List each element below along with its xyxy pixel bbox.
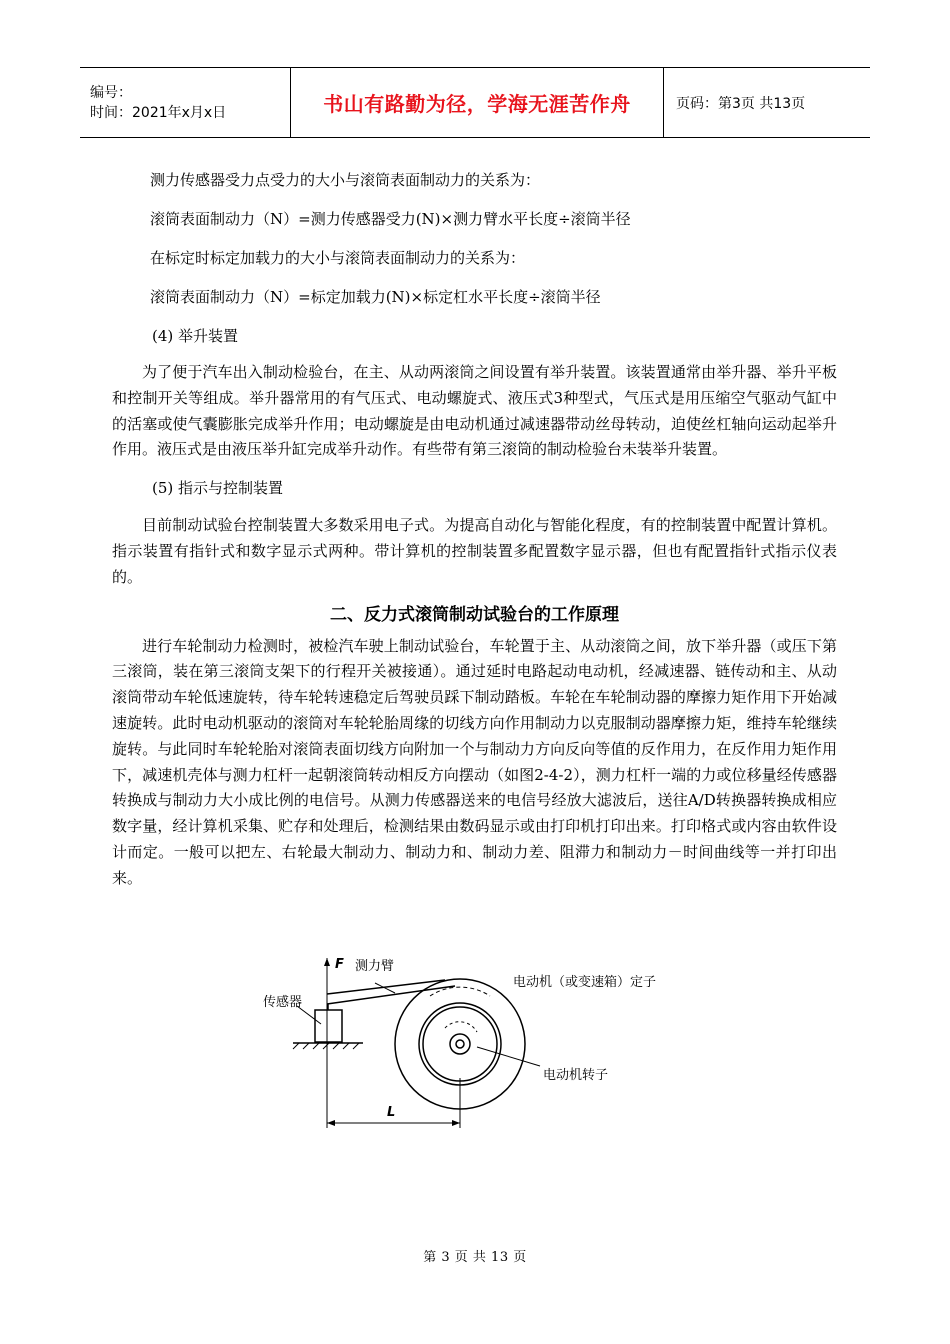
dimension-arrow-left [327,1120,335,1126]
time-label: 时间：2021年x月x日 [90,104,227,121]
subheading: (5) 指示与控制装置 [152,479,284,498]
dimension-arrow-right [452,1120,460,1126]
sensor-label: 传感器 [263,995,303,1010]
rotor-label: 电动机转子 [543,1068,609,1083]
formula: 滚筒表面制动力（N）=测力传感器受力(N)×测力臂水平长度÷滚筒半径 [150,210,631,228]
force-arrow [324,958,330,966]
page-header [80,67,870,138]
paragraph: 目前制动试验台控制装置大多数采用电子式。为提高自动化与智能化程度，有的控制装置中配置计算机。指示装置有指针式和数字显示式两种。带计算机的控制装置多配置数字显示器，但也有配置指针式指示仪表的。 [112,516,837,586]
rotor-outer-circle [419,1003,501,1085]
paragraph: 测力传感器受力点受力的大小与滚筒表面制动力的关系为： [150,171,541,189]
hub-circle [450,1034,470,1054]
paragraph: 为了便于汽车出入制动检验台，在主、从动两滚筒之间设置有举升装置。该装置通常由举升器、举升平板和控制开关等组成。举升器常用的有气压式、电动螺旋式、液压式3种型式，气压式是用压缩空气驱动气缸中的活塞或使气囊膨胀完成举升作用；电动螺旋是由电动机通过减速器带动丝母转动，迫使丝杠轴向运动起举升作用。液压式是由液压举升缸完成举升动作。有些带有第三滚筒的制动检验台未装举升装置。 [112,363,837,459]
page-footer: 第 3 页 共 13 页 [423,1250,527,1265]
force-label: F [335,957,344,972]
number-label: 编号： [90,84,132,101]
rotor-rotation-arrow [445,1022,477,1032]
length-label: L [387,1105,396,1120]
arm-line-bottom [327,986,455,1004]
header-right-cell [664,68,870,137]
arm-label: 测力臂 [355,959,395,974]
paragraph: 进行车轮制动力检测时，被检汽车驶上制动试验台，车轮置于主、从动滚筒之间，放下举升器（或压下第三滚筒，装在第三滚筒支架下的行程开关被接通）。通过延时电路起动电动机，经减速器、链传动和主、从动滚筒带动车轮低速旋转，待车轮转速稳定后驾驶员踩下制动踏板。车轮在车轮制动器的摩擦力矩作用下开始减速旋转。此时电动机驱动的滚筒对车轮轮胎周缘的切线方向作用制动力以克服制动器摩擦力矩，维持车轮继续旋转。与此同时车轮轮胎对滚筒表面切线方向附加一个与制动力方向反向等值的反作用力，在反作用力矩作用下，减速机壳体与测力杠杆一起朝滚筒转动相反方向摆动（如图2-4-2），测力杠杆一端的力或位移量经传感器转换成与制动力大小成比例的电信号。从测力传感器送来的电信号经放大滤波后，送往A/D转换器转换成相应数字量，经计算机采集、贮存和处理后，检测结果由数码显示或由打印机打印出来。打印格式或内容由软件设计而定。一般可以把左、右轮最大制动力、制动力和、制动力差、阻滞力和制动力－时间曲线等一并打印出来。 [112,636,837,887]
hub-center [456,1040,464,1048]
header-left-cell [80,68,291,137]
section-title: 二、反力式滚筒制动试验台的工作原理 [330,604,619,625]
motto: 书山有路勤为径，学海无涯苦作舟 [323,92,631,116]
sensor-box [315,1010,342,1042]
page-code: 页码：第3页 共13页 [676,95,806,112]
header-motto-cell [291,68,664,137]
rotor-leader [477,1047,540,1066]
document-body [112,166,837,892]
rotor-inner-circle [423,1007,497,1081]
stator-label: 电动机（或变速箱）定子 [513,975,657,990]
formula: 滚筒表面制动力（N）=标定加载力(N)×标定杠水平长度÷滚筒半径 [150,288,601,306]
paragraph: 在标定时标定加载力的大小与滚筒表面制动力的关系为： [150,249,526,267]
subheading: (4) 举升装置 [152,327,239,345]
brake-tester-diagram [255,948,705,1138]
